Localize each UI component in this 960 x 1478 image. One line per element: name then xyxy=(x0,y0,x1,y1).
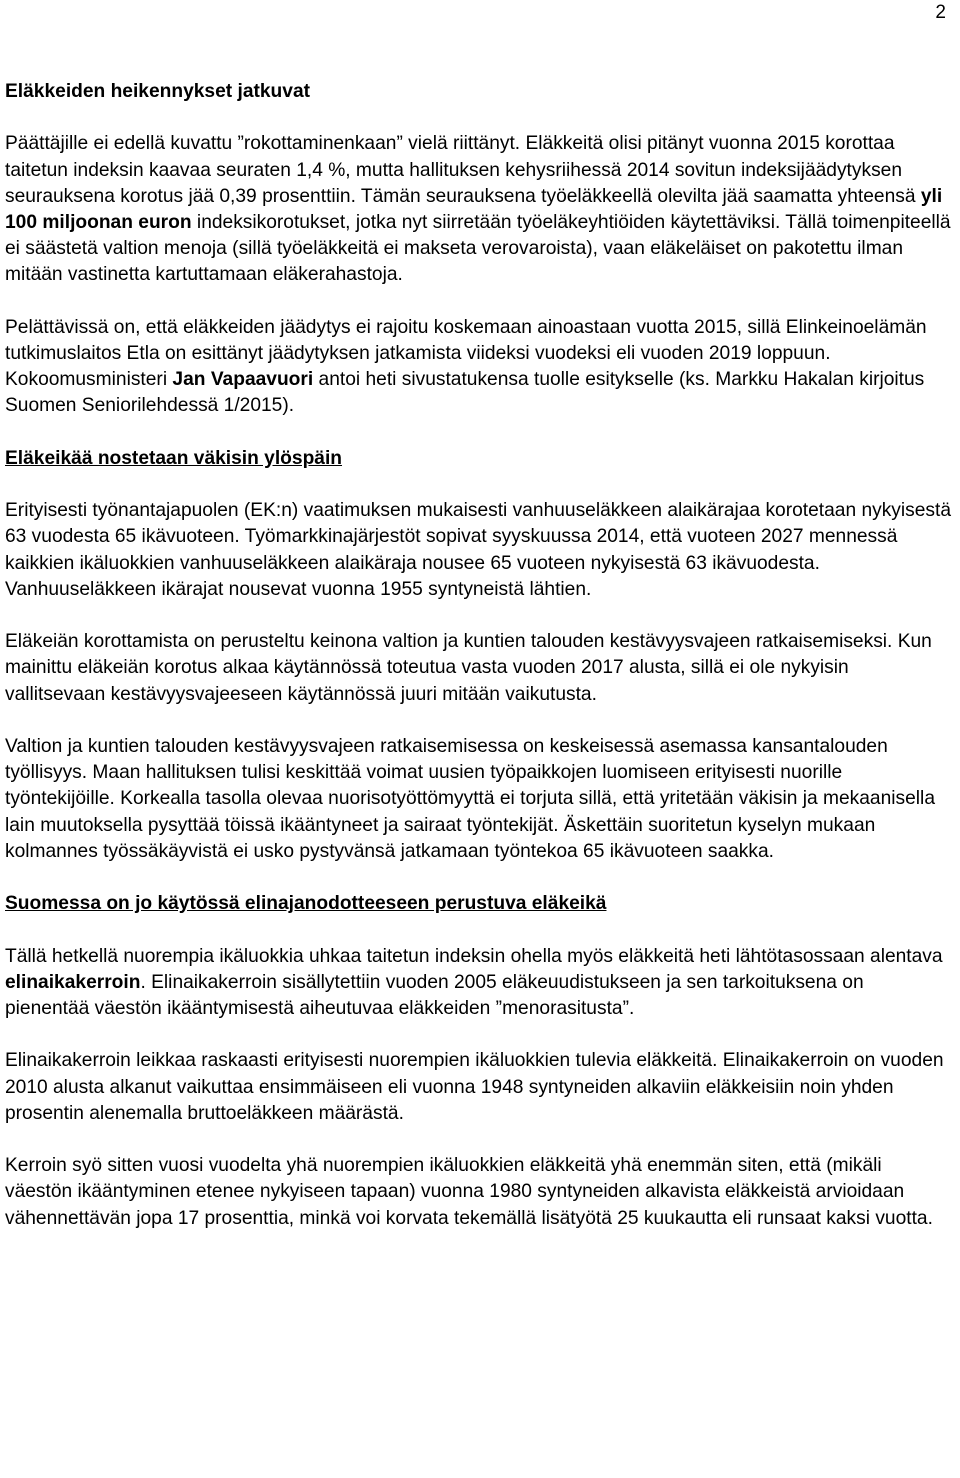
paragraph-coefficient-effects: Elinaikakerroin leikkaa raskaasti erityisesti nuorempien ikäluokkien tulevia eläkkeitä. Elinaikakerroin on vuoden 2010 alusta alkanut vaikuttaa ensimmäiseen eli vuonna 1948 syntyneiden alkaviin eläkkeisiin noin yhden prosentin alenemalla bruttoeläkkeen määrästä. xyxy=(5,1050,944,1124)
paragraph-text: Tällä hetkellä nuorempia ikäluokkia uhkaa taitetun indeksin ohella myös eläkkeitä heti lähtötasossaan alentava xyxy=(5,945,943,967)
paragraph-text: . Elinaikakerroin sisällytettiin vuoden 2005 eläkeuudistukseen ja sen tarkoituksena on pienentää väestön ikääntymisestä aiheutuvaa eläkkeiden ”menorasitusta”. xyxy=(5,971,864,1019)
document-body xyxy=(5,79,953,1258)
section-heading-life-expectancy: Suomessa on jo käytössä elinajanodotteeseen perustuva eläkeikä xyxy=(5,893,607,915)
paragraph-sustainability-gap: Eläkeiän korottamista on perusteltu keinona valtion ja kuntien talouden kestävyysvajeen ratkaisemiseksi. Kun mainittu eläkeiän korotus alkaa käytännössä toteutua vasta vuoden 2017 alusta, sillä ei ole nykyisin vallitsevaan kestävyysvajeeseen käytännössä juuri mitään vaikutusta. xyxy=(5,631,932,705)
paragraph-text: antoi heti sivustatukensa tuolle esitykselle (ks. Markku Hakalan kirjoitus Suomen Seniorilehdessä 1/2015). xyxy=(5,369,925,417)
paragraph-text: indeksikorotukset, jotka nyt siirretään työeläkeyhtiöiden käytettäviksi. Tällä toimenpiteellä ei säästetä valtion menoja (sillä työeläkkeitä ei makseta verovaroista), vaan eläkeläiset on pakotettu ilman mitään vastinetta kartuttamaan eläkerahastoja. xyxy=(5,212,951,286)
emphasis-life-coefficient: elinaikakerroin xyxy=(5,971,141,993)
paragraph-index-freeze xyxy=(5,131,953,288)
paragraph-employment: Valtion ja kuntien talouden kestävyysvajeen ratkaisemisessa on keskeisessä asemassa kansantalouden työllisyys. Maan hallituksen tulisi keskittää voimat uusien työpaikkojen luomiseen erityisesti nuorille työntekijöille. Korkealla tasolla olevaa nuorisotyöttömyyttä ei torjuta sillä, että yritetään väkisin ja mekaanisella lain muutoksella pysyttää töissä ikääntyneet ja sairaat työntekijät. Äskettäin suoritetun kyselyn mukaan kolmannes työssäkäyvistä ei usko pystyvänsä jatkamaan työntekoa 65 ikävuoteen saakka. xyxy=(5,735,935,862)
section-heading-pension-cuts: Eläkkeiden heikennykset jatkuvat xyxy=(5,81,311,102)
paragraph-coefficient-future: Kerroin syö sitten vuosi vuodelta yhä nuorempien ikäluokkien eläkkeitä yhä enemmän siten, että (mikäli väestön ikääntyminen etenee nykyiseen tapaan) vuonna 1980 syntyneiden alkavista eläkkeistä arvioidaan vähennettävän jopa 17 prosenttia, minkä voi korvata tekemällä lisätyötä 25 kuukautta eli runsaat kaksi vuotta. xyxy=(5,1155,933,1229)
paragraph-life-coefficient xyxy=(5,944,953,1023)
paragraph-text: Päättäjille ei edellä kuvattu ”rokottaminenkaan” vielä riittänyt. Eläkkeitä olisi pitänyt vuonna 2015 korottaa taitetun indeksin kaavaa seuraten 1,4 %, mutta hallituksen kehysriihessä 2014 sovitun indeksijäädytyksen seurauksena korotus jää 0,39 prosenttiin. Tämän seurauksena työeläkkeellä olevilta jää saamatta yhteensä xyxy=(5,133,921,207)
emphasis-minister-name: Jan Vapaavuori xyxy=(172,369,314,391)
section-heading-retirement-age: Eläkeikää nostetaan väkisin ylöspäin xyxy=(5,447,343,469)
paragraph-age-raise: Erityisesti työnantajapuolen (EK:n) vaatimuksen mukaisesti vanhuuseläkkeen alaikärajaa korotetaan nykyisestä 63 vuodesta 65 ikävuoteen. Työmarkkinajärjestöt sopivat syyskuussa 2014, että vuoteen 2027 mennessä kaikkien ikäluokkien vanhuuseläkkeen alaikäraja nousee 65 vuoteen nykyisestä 63 ikävuodesta. Vanhuuseläkkeen ikärajat nousevat vuonna 1955 syntyneistä lähtien. xyxy=(5,500,952,600)
page-number: 2 xyxy=(935,2,946,23)
paragraph-freeze-extension xyxy=(5,315,953,420)
emphasis-amount: yli 100 miljoonan euron xyxy=(5,185,943,233)
paragraph-text: Pelättävissä on, että eläkkeiden jäädytys ei rajoitu koskemaan ainoastaan vuotta 2015, sillä Elinkeinoelämän tutkimuslaitos Etla on esittänyt jäädytyksen jatkamista viideksi vuodeksi eli vuoden 2019 loppuun. Kokoomusministeri xyxy=(5,316,927,391)
